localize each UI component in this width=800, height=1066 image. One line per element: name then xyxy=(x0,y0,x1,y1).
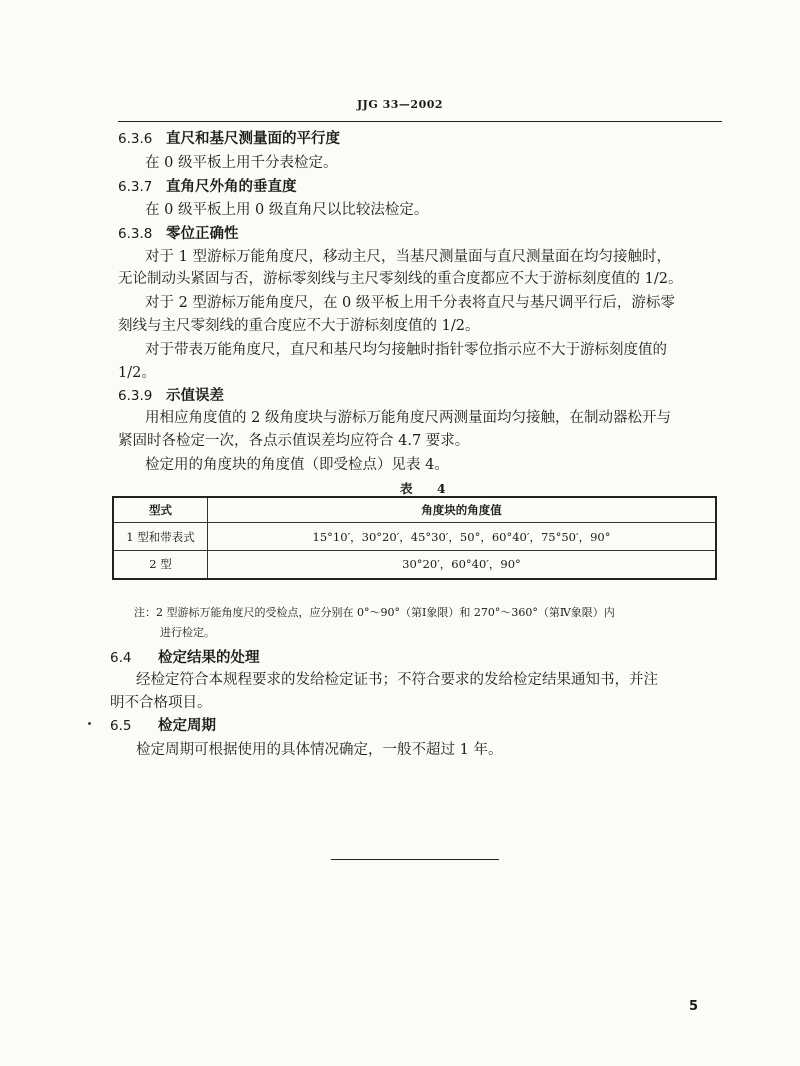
section-6-4-heading xyxy=(110,649,260,667)
paragraph-line: 经检定符合本规程要求的发给检定证书；不符合要求的发给检定结果通知书，并注 xyxy=(136,672,658,688)
section-title: 检定结果的处理 xyxy=(158,649,260,666)
table-caption: 表 4 xyxy=(400,481,456,496)
header-rule xyxy=(118,121,722,122)
section-title: 示值误差 xyxy=(166,387,224,404)
table-header-row xyxy=(113,497,716,523)
paragraph-line: 检定周期可根据使用的具体情况确定，一般不超过 1 年。 xyxy=(136,742,503,758)
table-header-cell: 型式 xyxy=(113,497,208,523)
section-number: 6.3.6 xyxy=(118,131,153,147)
paragraph-line: 刻线与主尺零刻线的重合度应不大于游标刻度值的 1/2。 xyxy=(118,318,480,334)
section-number: 6.5 xyxy=(110,718,132,734)
section-6-3-8-heading xyxy=(118,225,239,243)
section-title: 直角尺外角的垂直度 xyxy=(166,178,297,195)
table-row xyxy=(113,551,716,579)
paragraph-line: 无论制动头紧固与否，游标零刻线与主尺零刻线的重合度都应不大于游标刻度值的 1/2。 xyxy=(118,271,683,287)
standard-code: JJG 33—2002 xyxy=(356,98,444,111)
end-rule xyxy=(331,859,499,860)
section-number: 6.4 xyxy=(110,650,132,666)
paragraph-line: 1/2。 xyxy=(118,365,156,381)
table-cell: 2 型 xyxy=(113,551,208,579)
table-note-line: 注：2 型游标万能角度尺的受检点，应分别在 0°～90°（第Ⅰ象限）和 270°～360°（第Ⅳ象限）内 xyxy=(134,606,615,619)
section-title: 直尺和基尺测量面的平行度 xyxy=(166,130,340,147)
table-row xyxy=(113,523,716,551)
table-cell: 15°10′，30°20′，45°30′，50°，60°40′，75°50′，90° xyxy=(208,523,717,551)
paragraph-line: 对于 2 型游标万能角度尺，在 0 级平板上用千分表将直尺与基尺调平行后，游标零 xyxy=(145,295,675,311)
paragraph-line: 在 0 级平板上用千分表检定。 xyxy=(145,155,338,171)
section-6-3-7-heading xyxy=(118,178,297,196)
table-header-cell: 角度块的角度值 xyxy=(208,497,717,523)
section-title: 检定周期 xyxy=(158,717,216,734)
angle-block-table xyxy=(112,496,717,580)
paragraph-line: 对于 1 型游标万能角度尺，移动主尺，当基尺测量面与直尺测量面在均匀接触时， xyxy=(145,249,671,265)
section-number: 6.3.8 xyxy=(118,226,153,242)
section-number: 6.3.9 xyxy=(118,388,153,404)
section-title: 零位正确性 xyxy=(166,225,239,242)
page-number: 5 xyxy=(689,999,699,1014)
paragraph-line: 检定用的角度块的角度值（即受检点）见表 4。 xyxy=(145,457,449,473)
paragraph-line: 在 0 级平板上用 0 级直角尺以比较法检定。 xyxy=(145,202,429,218)
margin-mark xyxy=(88,722,91,725)
table-cell: 30°20′，60°40′，90° xyxy=(208,551,717,579)
paragraph-line: 对于带表万能角度尺，直尺和基尺均匀接触时指针零位指示应不大于游标刻度值的 xyxy=(145,342,667,358)
section-6-3-6-heading xyxy=(118,130,340,148)
section-6-5-heading xyxy=(110,717,216,735)
paragraph-line: 紧固时各检定一次，各点示值误差均应符合 4.7 要求。 xyxy=(118,433,470,449)
section-number: 6.3.7 xyxy=(118,179,153,195)
paragraph-line: 用相应角度值的 2 级角度块与游标万能角度尺两测量面均匀接触，在制动器松开与 xyxy=(145,410,671,426)
table-note-line: 进行检定。 xyxy=(160,626,215,639)
paragraph-line: 明不合格项目。 xyxy=(110,695,212,711)
section-6-3-9-heading xyxy=(118,387,224,405)
table-cell: 1 型和带表式 xyxy=(113,523,208,551)
